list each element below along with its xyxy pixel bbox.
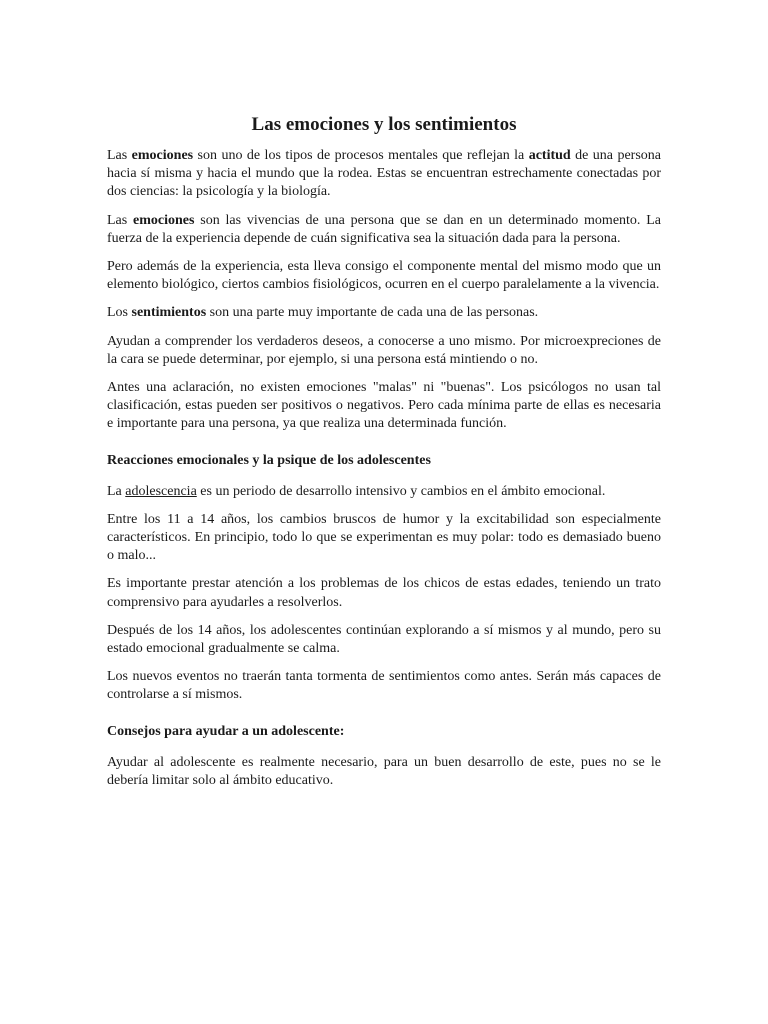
paragraph-emociones-definition [107,147,661,202]
bold-term-emociones: emociones [133,212,195,228]
text-run: son uno de los tipos de procesos mentales que reflejan la [193,148,529,163]
paragraph-adolescencia [107,483,661,501]
paragraph-aclaracion: Antes una aclaración, no existen emociones "malas" ni "buenas". Los psicólogos no usan tal clasificación, estas pueden ser positivos o negativos. Pero cada mínima parte de ellas es necesaria e importante para una persona, ya que realiza una determinada función. [107,380,661,432]
text-run: de una persona hacia sí misma y hacia el mundo que la rodea. Estas se encuentran estrechamente conectadas por dos ciencias: la psicología y la biología. [107,148,662,200]
paragraph-emociones-vivencias [107,212,661,248]
bold-term-sentimientos: sentimientos [131,305,207,321]
paragraph-sentimientos [107,304,661,322]
section-heading-reacciones: Reacciones emocionales y la psique de los adolescentes [107,452,431,468]
paragraph-11-14-anos: Entre los 11 a 14 años, los cambios bruscos de humor y la excitabilidad son especialmente característicos. En principio, todo lo que se experimentan es muy polar: todo es demasiado bueno o malo... [107,511,661,564]
document-body [107,113,661,800]
text-run: son las vivencias de una persona que se dan en un determinado momento. La fuerza de la experiencia depende de cuán significativa sea la situación dada para la persona. [107,212,662,246]
text-run: Las [107,212,134,228]
paragraph-ayudan: Ayudan a comprender los verdaderos deseos, a conocerse a uno mismo. Por microexpreciones de la cara se puede determinar, por ejemplo, si una persona está mintiendo o no. [107,333,661,367]
adolescencia-link[interactable]: adolescencia [125,483,197,499]
text-run: Las [107,148,132,163]
paragraph-ayudar: Ayudar al adolescente es realmente necesario, para un buen desarrollo de este, pues no se le debería limitar solo al ámbito educativo. [107,754,661,788]
paragraph-experiencia: Pero además de la experiencia, esta lleva consigo el componente mental del mismo modo que un elemento biológico, ciertos cambios fisiológicos, ocurren en el cuerpo paralelamente a la vivencia. [107,259,661,293]
paragraph-nuevos-eventos: Los nuevos eventos no traerán tanta tormenta de sentimientos como antes. Serán más capaces de controlarse a sí mismos. [107,669,661,703]
text-run: Los [107,305,132,321]
text-run: son una parte muy importante de cada una de las personas. [206,305,539,321]
text-run: es un periodo de desarrollo intensivo y cambios en el ámbito emocional. [196,483,606,499]
paragraph-despues-14: Después de los 14 años, los adolescentes continúan explorando a sí mismos y al mundo, pero su estado emocional gradualmente se calma. [107,622,661,657]
bold-term-actitud: actitud [528,148,571,163]
document-title: Las emociones y los sentimientos [251,114,517,135]
text-run: La [107,483,126,499]
paragraph-prestar-atencion: Es importante prestar atención a los problemas de los chicos de estas edades, teniendo un trato comprensivo para ayudarles a resolverlos. [107,576,661,610]
section-heading-consejos: Consejos para ayudar a un adolescente: [107,723,345,739]
bold-term-emociones: emociones [131,148,194,163]
